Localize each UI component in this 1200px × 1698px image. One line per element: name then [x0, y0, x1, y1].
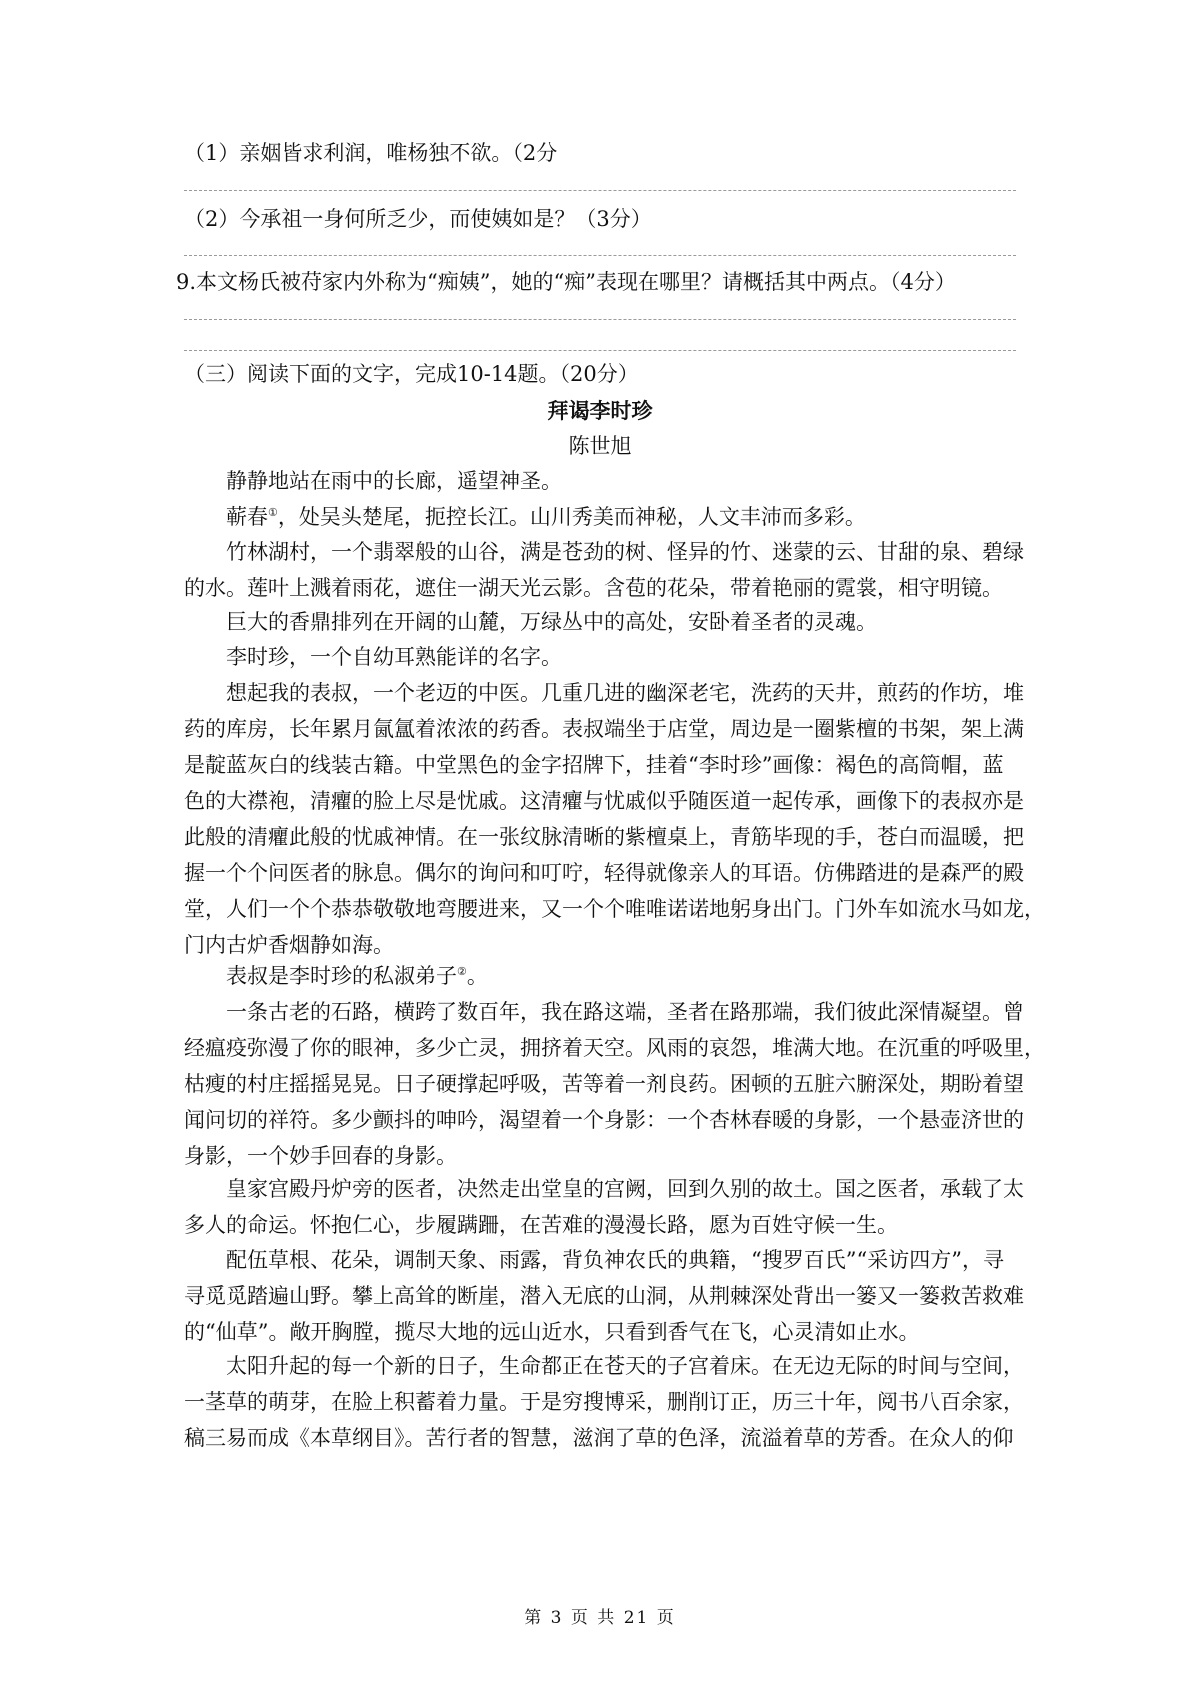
paragraph-line: 配伍草根、花朵，调制天象、雨露，背负神农氏的典籍，“搜罗百氏”“采访四方”，寻: [226, 1248, 1004, 1272]
paragraph-7: [184, 958, 1012, 994]
question-9: 9.本文杨氏被苻家内外称为“痴姨”，她的“痴”表现在哪里？请概括其中两点。（4分）: [176, 270, 956, 294]
paragraph-2: [184, 499, 1012, 535]
paragraph-line: 色的大襟袍，清癯的脸上尽是忧戚。这清癯与忧戚似乎随医道一起传承，画像下的表叔亦是: [184, 789, 1024, 813]
paragraph-line: 身影，一个妙手回春的身影。: [184, 1144, 457, 1168]
paragraph-line: 门内古炉香烟静如海。: [184, 933, 394, 957]
text-span: 表叔是李时珍的私淑弟子: [226, 964, 457, 988]
paragraph-8: [184, 994, 1045, 1174]
paragraph-line: [184, 958, 1012, 994]
footnote-marker: ①: [268, 506, 278, 519]
paragraph-line: 寻觅觅踏遍山野。攀上高耸的断崖，潜入无底的山洞，从荆棘深处背出一篓又一篓救苦救难: [184, 1284, 1024, 1308]
paragraph-9: [184, 1171, 1024, 1243]
paragraph-line: 枯瘦的村庄摇摇晃晃。日子硬撑起呼吸，苦等着一剂良药。困顿的五脏六腑深处，期盼着望: [184, 1072, 1024, 1096]
paragraph-line: 是靛蓝灰白的线装古籍。中堂黑色的金字招牌下，挂着“李时珍”画像：褐色的高筒帽，蓝: [184, 753, 1004, 777]
paragraph-line: 堂，人们一个个恭恭敬敬地弯腰进来，又一个个唯唯诺诺地躬身出门。门外车如流水马如龙，: [184, 897, 1045, 921]
paragraph-4: [184, 604, 1012, 640]
paragraph-line: 巨大的香鼎排列在开阔的山麓，万绿丛中的高处，安卧着圣者的灵魂。: [226, 610, 877, 634]
article-title: 拜谒李时珍: [547, 399, 653, 423]
page-footer: 第 3 页 共 21 页: [524, 1608, 676, 1628]
paragraph-line: 李时珍，一个自幼耳熟能详的名字。: [226, 645, 562, 669]
paragraph-line: 的水。莲叶上溅着雨花，遮住一湖天光云影。含苞的花朵，带着艳丽的霓裳，相守明镜。: [184, 576, 1003, 600]
paragraph-11: [184, 1348, 1024, 1456]
answer-line: [184, 255, 1016, 256]
article-author: 陈世旭: [568, 434, 632, 458]
paragraph-line: 药的库房，长年累月氤氲着浓浓的药香。表叔端坐于店堂，周边是一圈紫檀的书架，架上满: [184, 717, 1024, 741]
text-span: ，处吴头楚尾，扼控长江。山川秀美而神秘，人文丰沛而多彩。: [277, 505, 866, 529]
answer-line: [184, 350, 1016, 351]
paragraph-line: 的“仙草”。敞开胸膛，揽尽大地的远山近水，只看到香气在飞，心灵清如止水。: [184, 1320, 920, 1344]
paragraph-line: 太阳升起的每一个新的日子，生命都正在苍天的子宫着床。在无边无际的时间与空间，: [226, 1354, 1024, 1378]
paragraph-line: 想起我的表叔，一个老迈的中医。几重几进的幽深老宅，洗药的天井，煎药的作坊，堆: [226, 681, 1024, 705]
question-8-1: （1）亲姻皆求利润，唯杨独不欲。（2分: [184, 141, 558, 165]
paragraph-line: 皇家宫殿丹炉旁的医者，决然走出堂皇的宫阙，回到久别的故土。国之医者，承载了太: [226, 1177, 1024, 1201]
paragraph-line: 多人的命运。怀抱仁心，步履蹒跚，在苦难的漫漫长路，愿为百姓守候一生。: [184, 1213, 898, 1237]
question-8-2: （2）今承祖一身何所乏少，而使姨如是？（3分）: [184, 207, 652, 231]
paragraph-10: [184, 1242, 1024, 1350]
paragraph-line: 握一个个问医者的脉息。偶尔的询问和叮咛，轻得就像亲人的耳语。仿佛踏进的是森严的殿: [184, 861, 1024, 885]
text-span: 。: [466, 964, 488, 988]
paragraph-3: [184, 534, 1024, 606]
paragraph-line: 闻问切的祥符。多少颤抖的呻吟，渴望着一个身影：一个杏林春暖的身影，一个悬壶济世的: [184, 1108, 1024, 1132]
paragraph-1: [184, 463, 1012, 499]
paragraph-line: 竹林湖村，一个翡翠般的山谷，满是苍劲的树、怪异的竹、迷蒙的云、甘甜的泉、碧绿: [226, 540, 1024, 564]
paragraph-line: 一茎草的萌芽，在脸上积蓄着力量。于是穷搜博采，删削订正，历三十年，阅书八百余家，: [184, 1390, 1024, 1414]
paragraph-line: 一条古老的石路，横跨了数百年，我在路这端，圣者在路那端，我们彼此深情凝望。曾: [226, 1000, 1024, 1024]
text-span: 蕲春: [226, 505, 268, 529]
footnote-marker: ②: [457, 965, 467, 978]
paragraph-6: [184, 675, 1045, 963]
answer-line: [184, 190, 1016, 191]
paragraph-line: 经瘟疫弥漫了你的眼神，多少亡灵，拥挤着天空。风雨的哀怨，堆满大地。在沉重的呼吸里，: [184, 1036, 1045, 1060]
paragraph-line: 此般的清癯此般的忧戚神情。在一张纹脉清晰的紫檀桌上，青筋毕现的手，苍白而温暖，把: [184, 825, 1024, 849]
answer-line: [184, 319, 1016, 320]
paragraph-line: 稿三易而成《本草纲目》。苦行者的智慧，滋润了草的色泽，流溢着草的芳香。在众人的仰: [184, 1426, 1014, 1450]
paragraph-line: [184, 499, 1012, 535]
section-heading: （三）阅读下面的文字，完成10-14题。（20分）: [184, 362, 639, 386]
paragraph-5: [184, 639, 1012, 675]
paragraph-line: 静静地站在雨中的长廊，遥望神圣。: [226, 469, 562, 493]
